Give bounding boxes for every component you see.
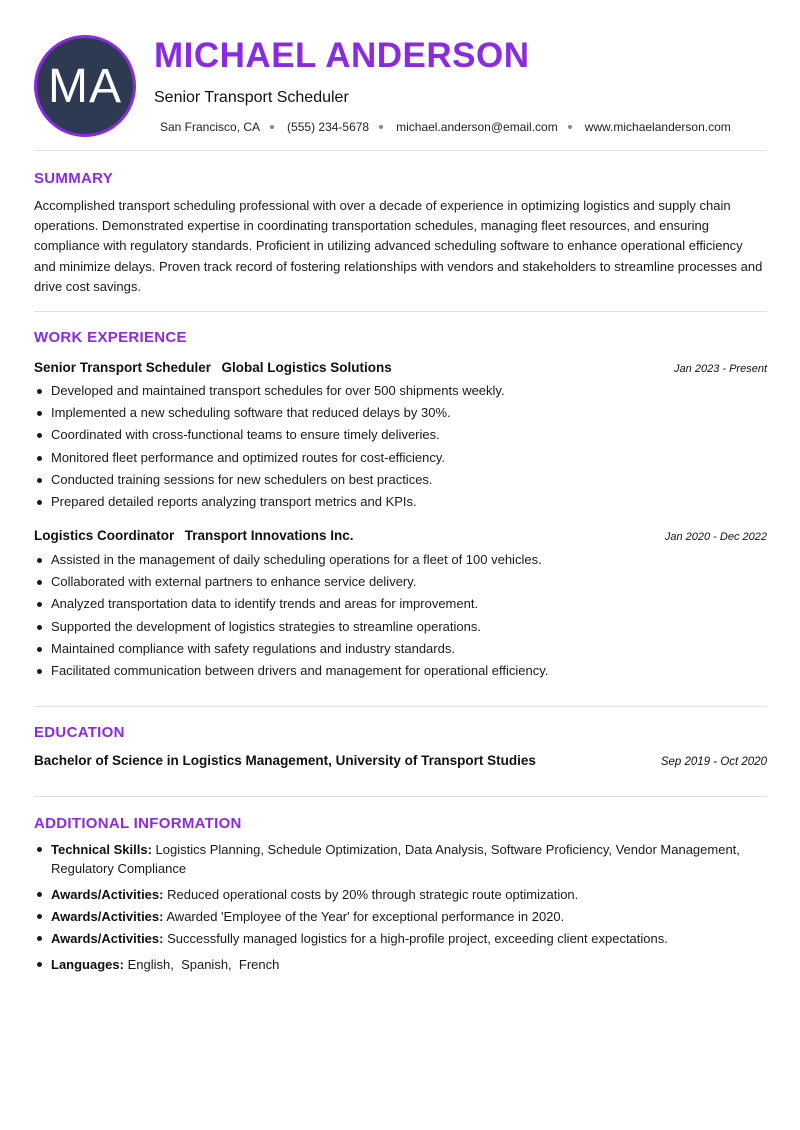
list-item: Implemented a new scheduling software that reduced delays by 30%. [34,402,505,424]
job-header [34,527,767,545]
item-text: English, Spanish, French [127,957,280,972]
item-label: Awards/Activities: [51,909,164,924]
item-text: Awarded 'Employee of the Year' for exceptional performance in 2020. [166,909,565,924]
contact-website[interactable]: www.michaelanderson.com [584,120,731,134]
item-label: Technical Skills: [51,842,152,857]
avatar [34,35,136,137]
education-entry [34,753,767,768]
contact-location: San Francisco, CA [160,120,261,134]
separator-dot [270,125,274,129]
contact-bar [160,120,731,134]
item-label: Languages: [51,957,124,972]
additional-heading: ADDITIONAL INFORMATION [34,815,242,832]
list-item [34,929,767,948]
separator-dot [379,125,383,129]
avatar-initials: MA [48,59,122,113]
item-text: Reduced operational costs by 20% through strategic route optimization. [167,887,579,902]
additional-list [34,840,767,974]
job-role: Senior Transport Scheduler [34,360,212,375]
list-item: Conducted training sessions for new schedulers on best practices. [34,469,505,491]
divider [34,796,767,797]
list-item: Collaborated with external partners to enhance service delivery. [34,571,548,593]
list-item: Developed and maintained transport schedules for over 500 shipments weekly. [34,380,505,402]
item-label: Awards/Activities: [51,931,164,946]
list-item: Prepared detailed reports analyzing transport metrics and KPIs. [34,491,505,513]
contact-phone: (555) 234-5678 [287,120,370,134]
contact-email[interactable]: michael.anderson@email.com [396,120,558,134]
candidate-name: MICHAEL ANDERSON [154,36,530,75]
job-dates: Jan 2023 - Present [674,363,767,375]
list-item: Facilitated communication between drivers and management for operational efficiency. [34,660,548,682]
education-dates: Sep 2019 - Oct 2020 [660,756,767,768]
divider [34,311,767,312]
job-role: Logistics Coordinator [34,528,175,543]
divider [34,150,767,151]
list-item [34,955,767,974]
job-bullets [34,549,548,682]
summary-heading: SUMMARY [34,170,114,187]
job-company: Global Logistics Solutions [221,360,392,375]
item-text: Logistics Planning, Schedule Optimization, Data Analysis, Software Proficiency, Vendor Management, Regulatory Compliance [51,842,740,876]
list-item [34,885,767,904]
list-item: Coordinated with cross-functional teams to ensure timely deliveries. [34,424,505,446]
job-dates: Jan 2020 - Dec 2022 [664,531,767,543]
item-label: Awards/Activities: [51,887,164,902]
education-degree: Bachelor of Science in Logistics Management, University of Transport Studies [34,753,536,768]
summary-text: Accomplished transport scheduling professional with over a decade of experience in optimizing logistics and supply chain operations. Demonstrated expertise in coordinating transportation schedules, managing fleet resources, and ensuring compliance with regulatory standards. Proficient in utilizing advanced scheduling software to enhance operational efficiency and minimize delays. Proven track record of fostering relationships with vendors and stakeholders to streamline processes and drive cost savings. [34,198,763,294]
job-title: Senior Transport Scheduler [154,89,349,106]
list-item: Assisted in the management of daily scheduling operations for a fleet of 100 vehicles. [34,549,548,571]
list-item [34,907,767,926]
list-item: Analyzed transportation data to identify trends and areas for improvement. [34,593,548,615]
item-text: Successfully managed logistics for a high-profile project, exceeding client expectations. [167,931,668,946]
job-bullets [34,380,505,513]
list-item: Monitored fleet performance and optimized routes for cost-efficiency. [34,447,505,469]
divider [34,706,767,707]
list-item: Maintained compliance with safety regulations and industry standards. [34,638,548,660]
list-item: Supported the development of logistics strategies to streamline operations. [34,616,548,638]
separator-dot [568,125,572,129]
experience-heading: WORK EXPERIENCE [34,329,187,346]
job-company: Transport Innovations Inc. [184,528,354,543]
education-heading: EDUCATION [34,724,125,741]
job-header [34,359,767,377]
list-item [34,840,767,878]
